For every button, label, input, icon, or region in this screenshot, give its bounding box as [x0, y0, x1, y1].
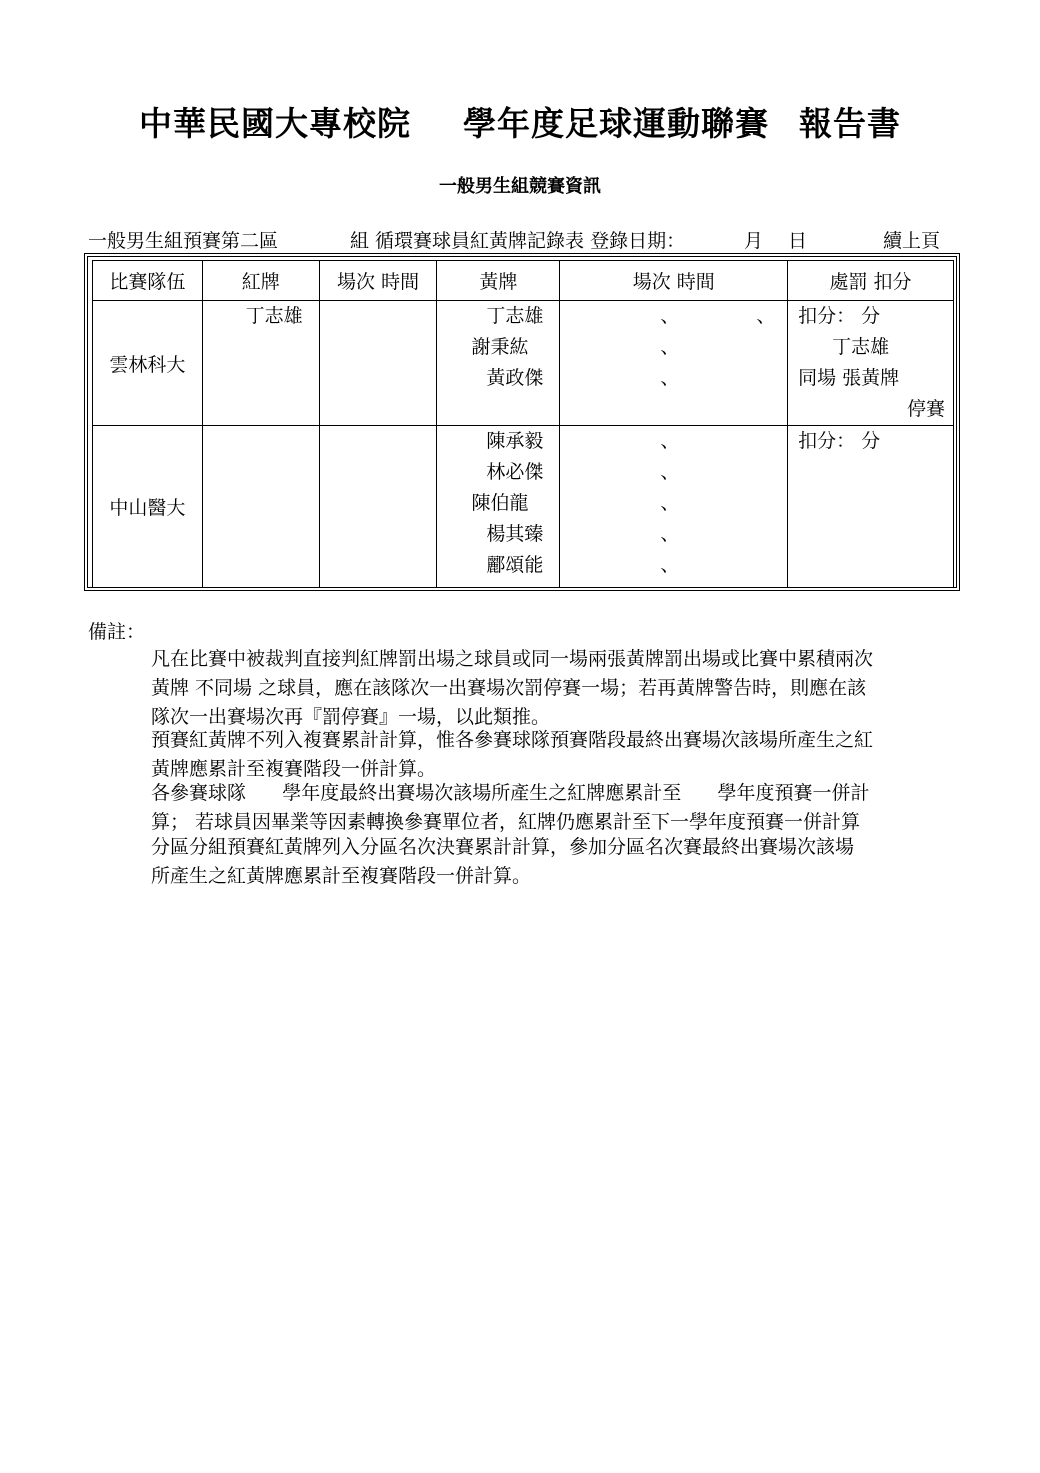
note-line: 黃牌應累計至複賽階段一併計算。 — [151, 758, 437, 780]
card-table — [92, 260, 954, 588]
note-line: 預賽紅黃牌不列入複賽累計計算，惟各參賽球隊預賽階段最終出賽場次該場所產生之紅 — [151, 729, 874, 751]
note-paragraph — [151, 726, 951, 784]
header-left: 一般男生組預賽第二區 — [88, 230, 279, 252]
title-part-2: 學年度足球運動聯賽 — [463, 104, 769, 143]
yellow-card-player: 酈頌能 — [486, 554, 544, 576]
penalty-line: 停賽 — [906, 398, 945, 420]
team-cell: 雲林科大 — [93, 301, 203, 426]
document-subtitle: 一般男生組競賽資訊 — [439, 176, 601, 197]
yellow-card-time-cell — [560, 426, 788, 588]
note-line: 黃牌 不同場 之球員，應在該隊次一出賽場次罰停賽一場；若再黃牌警告時，則應在該 — [151, 677, 867, 699]
header-cell: 黃牌 — [437, 261, 560, 301]
header-right: 續上頁 — [883, 230, 941, 252]
note-paragraph — [151, 645, 951, 732]
time-mark: 、 — [660, 461, 680, 483]
note-line: 各參賽球隊 學年度最終出賽場次該場所產生之紅牌應累計至 學年度預賽一併計 — [151, 782, 870, 804]
table-header-line — [88, 226, 948, 252]
time-mark: 、 — [660, 430, 680, 452]
yellow-card-player: 謝秉紘 — [471, 336, 529, 358]
penalty-cell — [788, 301, 954, 426]
header-cell: 紅牌 — [202, 261, 319, 301]
yellow-card-player: 陳伯龍 — [471, 492, 529, 514]
document-title — [0, 98, 1040, 145]
red-card-cell — [202, 301, 319, 426]
yellow-card-player: 楊其臻 — [486, 523, 544, 545]
title-part-3: 報告書 — [799, 104, 901, 143]
yellow-card-player: 林必傑 — [486, 461, 544, 483]
note-paragraph — [151, 833, 951, 891]
penalty-line: 扣分： 分 — [798, 305, 881, 327]
time-mark: 、 — [660, 367, 680, 389]
red-card-cell — [202, 426, 319, 588]
notes-label: 備註： — [88, 621, 146, 643]
time-mark: 、 — [660, 492, 680, 514]
note-line: 隊次一出賽場次再『罰停賽』一場，以此類推。 — [151, 706, 551, 728]
yellow-card-cell — [437, 426, 560, 588]
table-row — [93, 426, 954, 588]
penalty-line: 扣分： 分 — [798, 430, 881, 452]
note-line: 算； 若球員因畢業等因素轉換參賽單位者，紅牌仍應累計至下一學年度預賽一併計算 — [151, 811, 861, 833]
note-line: 凡在比賽中被裁判直接判紅牌罰出場之球員或同一場兩張黃牌罰出場或比賽中累積兩次 — [151, 648, 874, 670]
header-cell: 比賽隊伍 — [93, 261, 203, 301]
yellow-card-player: 黃政傑 — [486, 367, 544, 389]
penalty-line: 同場 張黃牌 — [798, 367, 900, 389]
yellow-card-player: 丁志雄 — [486, 305, 544, 327]
time-mark: 、 — [756, 305, 776, 327]
note-paragraph — [151, 779, 951, 837]
time-mark: 、 — [660, 336, 680, 358]
note-line: 分區分組預賽紅黃牌列入分區名次決賽累計計算，參加分區名次賽最終出賽場次該場 — [151, 836, 855, 858]
header-cell: 場次 時間 — [319, 261, 437, 301]
penalty-cell — [788, 426, 954, 588]
header-month: 月 — [744, 230, 764, 252]
yellow-card-cell — [437, 301, 560, 426]
header-day: 日 — [788, 230, 808, 252]
time-mark: 、 — [660, 554, 680, 576]
red-card-player: 丁志雄 — [245, 305, 303, 327]
table-header-row — [93, 261, 954, 301]
header-group: 組 循環賽球員紅黃牌記錄表 登錄日期： — [350, 230, 686, 252]
header-cell: 場次 時間 — [560, 261, 788, 301]
time-mark: 、 — [660, 523, 680, 545]
red-card-time-cell — [319, 301, 437, 426]
yellow-card-player: 陳承毅 — [486, 430, 544, 452]
table-row — [93, 301, 954, 426]
header-cell: 處罰 扣分 — [788, 261, 954, 301]
title-part-1: 中華民國大專校院 — [139, 104, 411, 143]
red-card-time-cell — [319, 426, 437, 588]
card-record-table — [84, 253, 960, 591]
time-mark: 、 — [660, 305, 680, 327]
note-line: 所產生之紅黃牌應累計至複賽階段一併計算。 — [151, 865, 532, 887]
penalty-line: 丁志雄 — [832, 336, 890, 358]
team-cell: 中山醫大 — [93, 426, 203, 588]
yellow-card-time-cell — [560, 301, 788, 426]
